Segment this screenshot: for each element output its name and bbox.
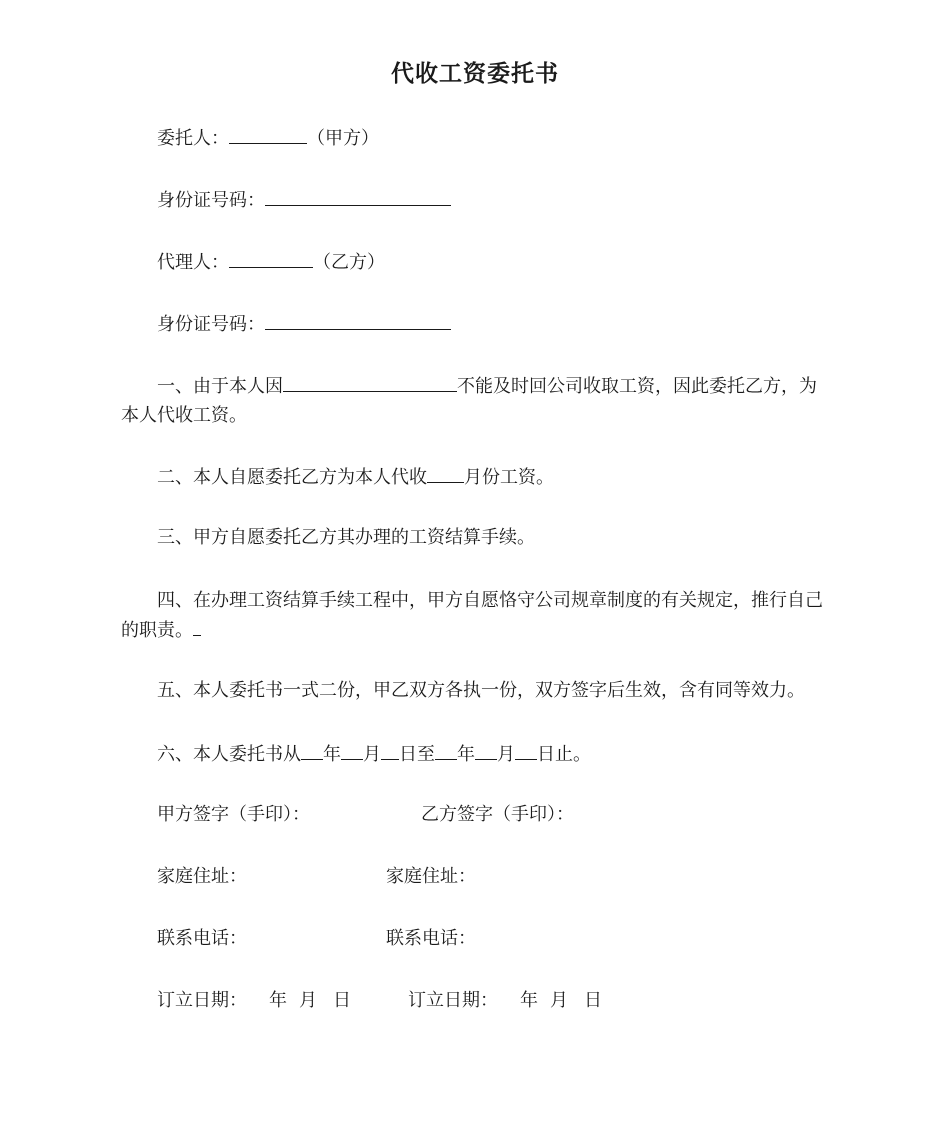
principal-blank [229,123,307,144]
clause-5: 五、本人委托书一式二份，甲乙双方各执一份，双方签字后生效，含有同等效力。 [157,680,805,701]
party-b-date-day: 日 [584,990,602,1011]
agent-id-blank [265,309,451,330]
party-b-date-year: 年 [520,990,538,1011]
party-b-date [408,987,602,1015]
principal-line [157,123,379,153]
clause-1-text-b: 不能及时回公司收取工资，因此委托乙方，为本人代收工资。 [121,376,817,426]
clause-6-day2-blank [515,739,537,760]
clause-6-month2: 月 [497,744,515,765]
party-b-date-month: 月 [550,990,568,1011]
clause-2-text-b: 月份工资。 [464,467,554,488]
clause-4-blank [193,615,201,636]
clause-6-text-a: 六、本人委托书从 [157,744,301,765]
clause-6-day1-blank [381,739,399,760]
clause-2-blank [427,462,464,483]
party-b-address: 家庭住址： [386,866,476,887]
agent-blank [229,247,313,268]
party-b-date-label: 订立日期： [408,990,498,1011]
clause-2 [157,462,554,492]
clause-6-year1-blank [301,739,323,760]
party-a-date-month: 月 [299,990,317,1011]
clause-6-year2-blank [435,739,457,760]
clause-6-day1: 日至 [399,744,435,765]
principal-suffix: （甲方） [307,128,379,149]
clause-6-year1: 年 [323,744,341,765]
agent-suffix: （乙方） [313,252,385,273]
clause-4 [121,586,833,645]
party-a-date-year: 年 [269,990,287,1011]
party-a-date-label: 订立日期： [157,990,247,1011]
agent-id-label: 身份证号码： [157,314,265,335]
clause-6-year2: 年 [457,744,475,765]
clause-6-month1-blank [341,739,363,760]
agent-line [157,247,385,277]
principal-id-label: 身份证号码： [157,190,265,211]
document-title: 代收工资委托书 [391,61,559,87]
party-b-phone: 联系电话： [386,928,476,949]
clause-1-text-a: 一、由于本人因 [157,376,283,397]
agent-label: 代理人： [157,252,229,273]
party-a-date-day: 日 [333,990,351,1011]
party-a-signature: 甲方签字（手印）： [157,804,310,825]
clause-6-day2: 日止。 [537,744,591,765]
clause-6-month1: 月 [363,744,381,765]
party-a-phone: 联系电话： [157,928,247,949]
clause-1-blank [283,371,457,392]
party-a-date [157,987,351,1015]
party-a-address: 家庭住址： [157,866,247,887]
clause-3: 三、甲方自愿委托乙方其办理的工资结算手续。 [157,527,535,548]
party-b-signature: 乙方签字（手印）： [421,804,574,825]
clause-4-text: 四、在办理工资结算手续工程中，甲方自愿恪守公司规章制度的有关规定，推行自己的职责。 [121,590,823,641]
principal-label: 委托人： [157,128,229,149]
clause-2-text-a: 二、本人自愿委托乙方为本人代收 [157,467,427,488]
principal-id-blank [265,185,451,206]
agent-id-line [157,309,451,339]
principal-id-line [157,185,451,215]
clause-6 [157,739,591,769]
clause-6-month2-blank [475,739,497,760]
clause-1 [121,371,833,430]
